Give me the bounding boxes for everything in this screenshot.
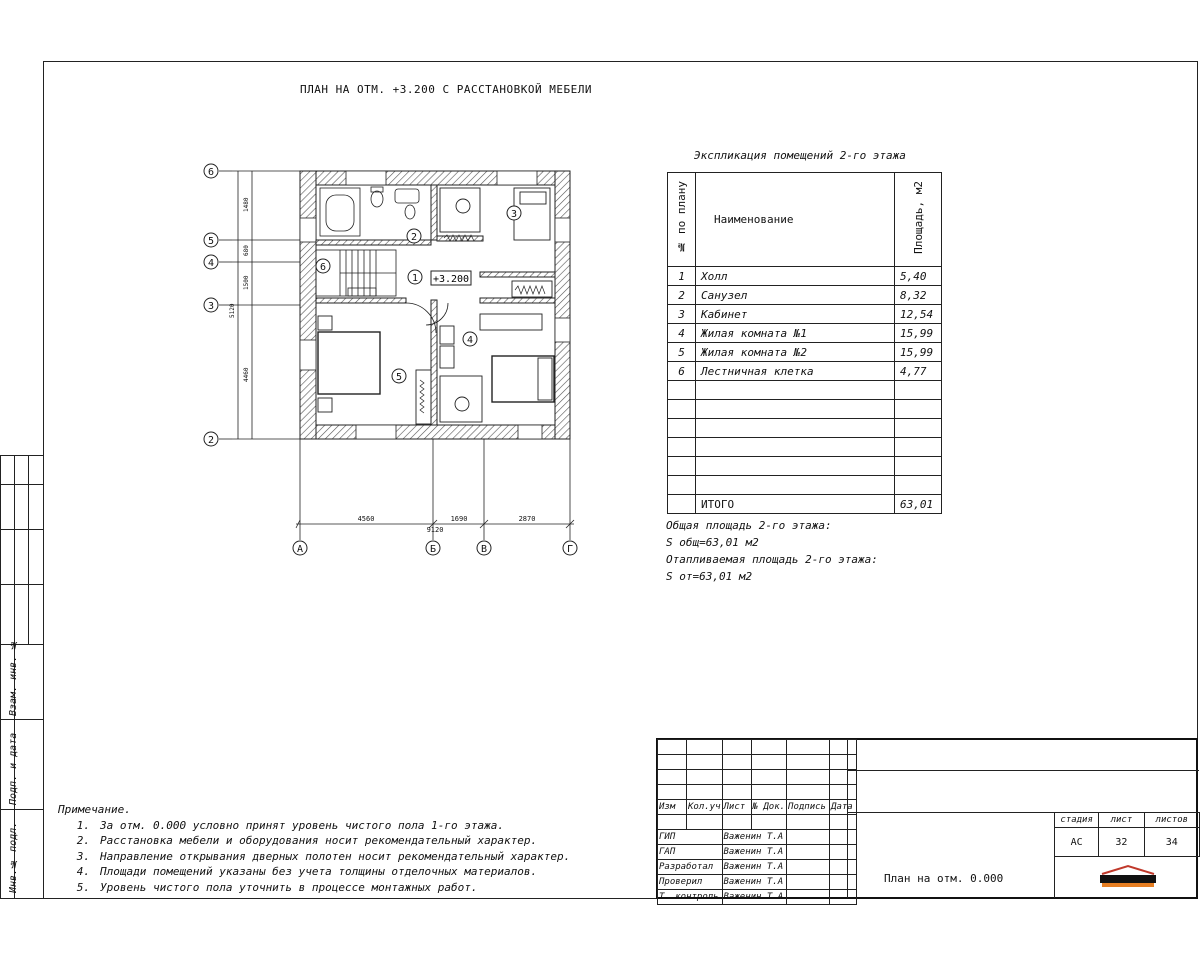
dim-label: 2870: [518, 515, 536, 523]
axis-label: В: [480, 544, 488, 555]
table-row: [668, 476, 942, 495]
table-row-total: ИТОГО 63,01: [668, 495, 942, 514]
note-item: 2. Расстановка мебели и оборудования носит рекомендательный характер.: [76, 834, 538, 847]
closet-hangers: [420, 235, 545, 413]
title-block-left: Изм Кол.уч Лист № Док. Подпись Дата ГИП Важенин Т.А ГАП Важенин Т.А Разработал Важенин Т.А Проверил Важенин Т.А Т. контроль Важенин Т.А: [657, 739, 857, 905]
plan-title: ПЛАН НА ОТМ. +3.200 С РАССТАНОВКОЙ МЕБЕЛИ: [300, 83, 593, 96]
note-item: 4. Площади помещений указаны без учета толщины отделочных материалов.: [76, 865, 538, 878]
dim-label: 5120: [229, 303, 236, 318]
room-number: 5: [395, 372, 403, 383]
table-row: [668, 457, 942, 476]
dim-label: 4560: [357, 515, 375, 523]
note-item: 1. За отм. 0.000 условно принят уровень чистого пола 1-го этажа.: [76, 818, 504, 832]
axis-label: Г: [566, 544, 574, 555]
note-item: 3. Направление открывания дверных полотен носит рекомендательный характер.: [76, 849, 571, 863]
dim-label: 9120: [426, 526, 444, 534]
area-summary: Общая площадь 2-го этажа: S общ=63,01 м2 Отапливаемая площадь 2-го этажа: S от=63,01 м2: [666, 519, 878, 583]
axis-label: 3: [207, 301, 215, 312]
dim-label: 1480: [243, 197, 250, 212]
table-row: [668, 400, 942, 419]
col-num-header: № по плану: [668, 173, 696, 267]
interior-walls: [316, 185, 555, 425]
stage-table: стадия лист листов АС 32 34: [1054, 812, 1200, 857]
bottom-dimension-lines: [296, 439, 574, 540]
notes-title: Примечание.: [58, 803, 131, 816]
table-row: 3 Кабинет 12,54: [668, 305, 942, 324]
table-row: 2 Санузел 8,32: [668, 286, 942, 305]
table-row: [668, 419, 942, 438]
left-stamp: Взам. инв. № Подп. и дата Инв.№ подл.: [0, 455, 43, 899]
dim-label: 680: [243, 245, 250, 256]
room-number: 4: [466, 335, 474, 346]
col-name-header: Наименование: [696, 173, 895, 267]
axis-label: 6: [207, 167, 215, 178]
dim-label: 1500: [243, 275, 250, 290]
floor-plan: [195, 160, 600, 580]
note-item: 5. Уровень чистого пола уточнить в процессе монтажных работ.: [76, 880, 478, 894]
stairs: [316, 250, 396, 296]
table-row: 4 Жилая комната №1 15,99: [668, 324, 942, 343]
explication-title: Экспликация помещений 2-го этажа: [694, 149, 906, 162]
bathroom-fixtures: [320, 187, 419, 236]
level-mark: +3.200: [432, 274, 470, 285]
room-number: 3: [510, 209, 518, 220]
axis-label: 2: [207, 435, 215, 446]
table-row: 6 Лестничная клетка 4,77: [668, 362, 942, 381]
dim-label: 1690: [450, 515, 468, 523]
room-number: 2: [410, 232, 418, 243]
axis-label: А: [296, 544, 304, 555]
col-area-header: Площадь, м2: [895, 173, 942, 267]
door-swings: [406, 303, 448, 333]
table-row: [668, 438, 942, 457]
table-row: 5 Жилая комната №2 15,99: [668, 343, 942, 362]
sheet-title: План на отм. 0.000: [884, 872, 1004, 885]
explication-table: [667, 172, 942, 514]
notes: [58, 802, 570, 895]
axis-label: Б: [429, 544, 437, 555]
room-number: 1: [411, 273, 419, 284]
axis-label: 4: [207, 258, 215, 269]
axis-label: 5: [207, 236, 215, 247]
company-logo: [1096, 864, 1160, 890]
table-row: [668, 381, 942, 400]
table-row: 1 Холл 5,40: [668, 267, 942, 286]
room-number: 6: [319, 262, 327, 273]
dim-label: 4460: [243, 367, 250, 382]
